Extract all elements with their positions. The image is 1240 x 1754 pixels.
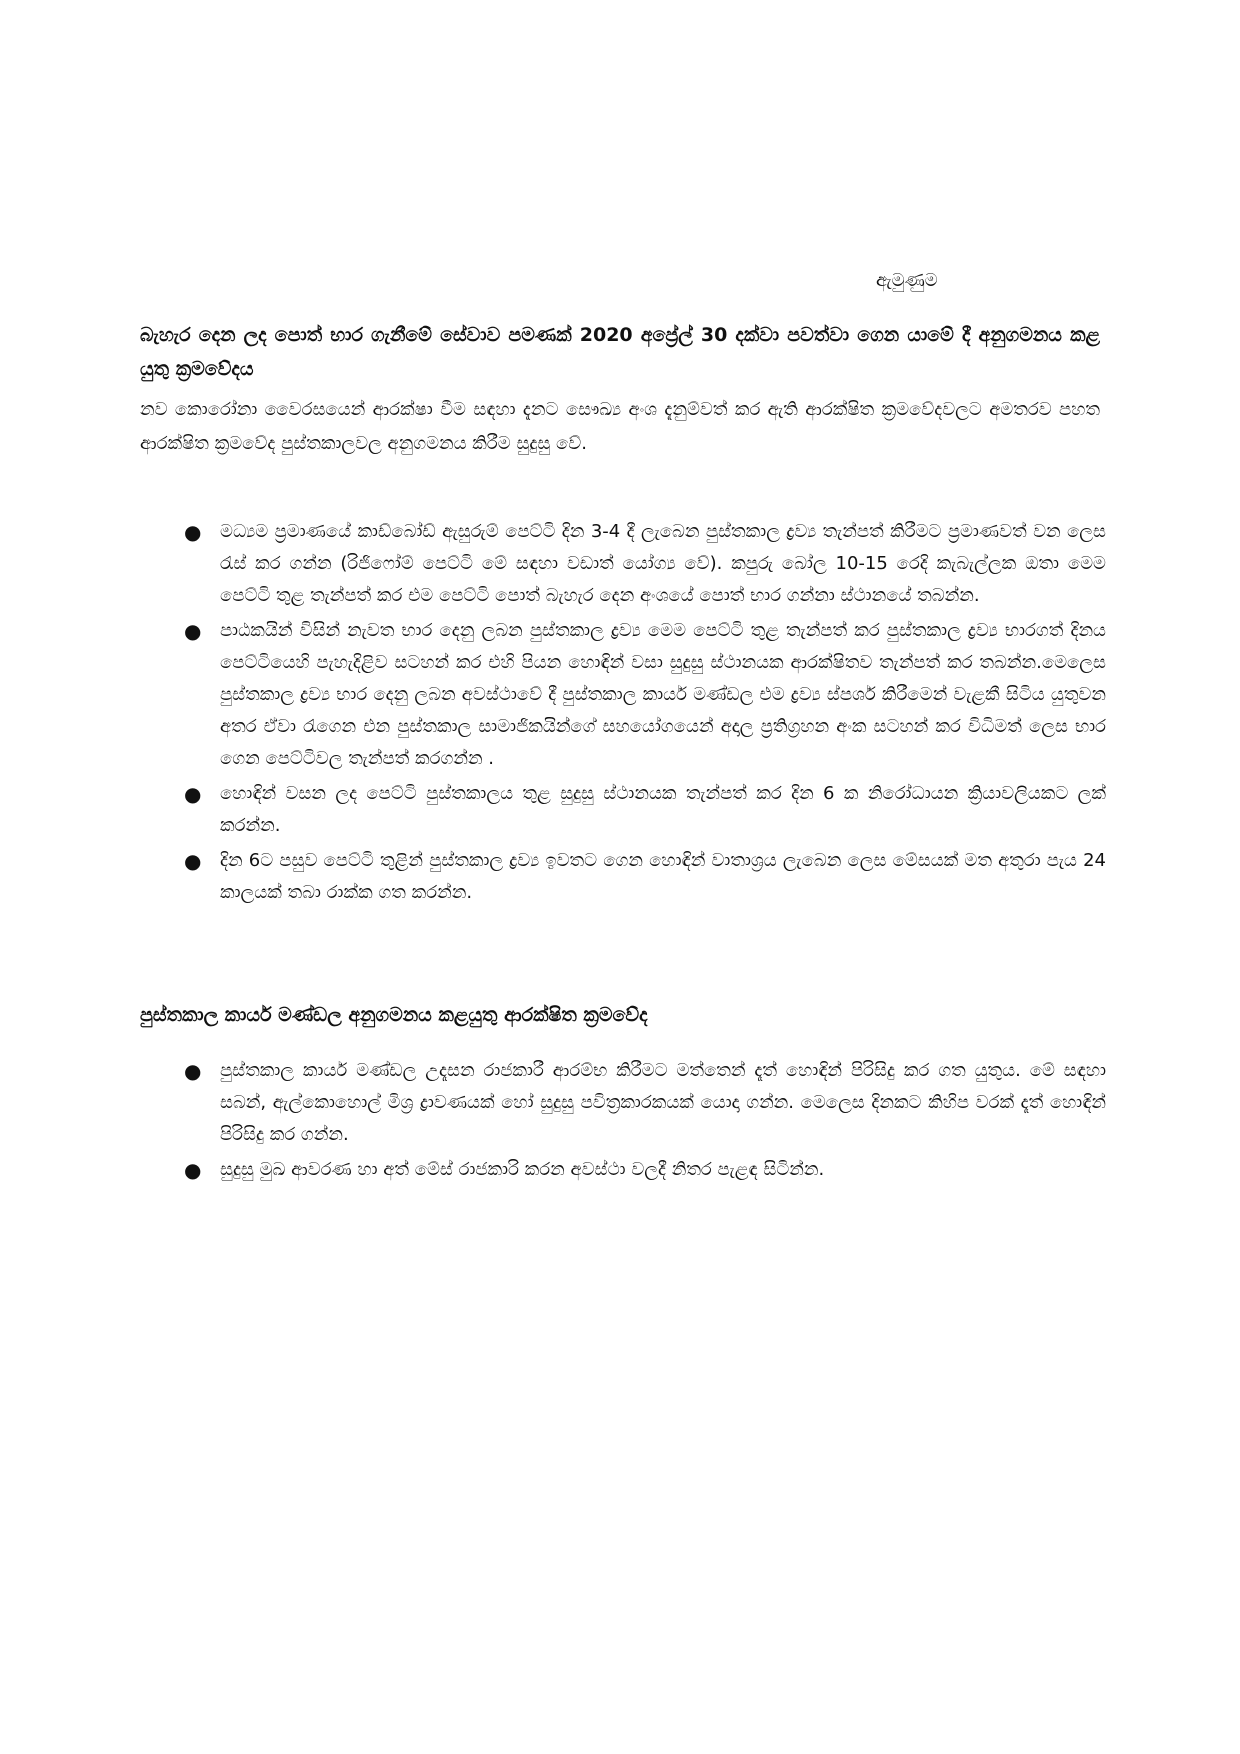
staff-procedure-list [180,1055,1106,1189]
list-item-text: සුදුසු මුඛ ආවරණ හා අත් මේස් රාජකාරි කරන අවස්ථා වලදී නිතර පැළඳ සිටින්න. [220,1159,825,1180]
list-item [184,615,1106,775]
annex-label: ඇමුණුම [876,270,938,291]
list-item [184,1154,1106,1186]
list-item-text: හොඳින් වසන ලද පෙට්ටි පුස්තකාලය තුළ සුදුසු ස්ථානයක තැන්පත් කර දින 6 ක නිරෝධායන ක්‍රියාවලියකට ලක් කරන්න. [220,783,1106,836]
list-item [184,1055,1106,1151]
bullet-icon: ● [184,1059,202,1083]
bullet-icon: ● [184,520,202,544]
list-item-text: පුස්තකාල කාර්ය මණ්ඩල උදෑසන රාජකාරී ආරම්භ කිරීමට මත්තෙන් දෑත් හොඳින් පිරිසිදු කර ගත යුතුය. මේ සඳහා සබන්, ඇල්කොහොල් මිශ්‍ර ද්‍රාවණයක් හෝ සුදුසු පවිත්‍රකාරකයක් යොදා ගන්න. මෙලෙස දිනකට කිහිප වරක් දෑත් හොඳින් පිරිසිදු කර ගන්න. [220,1060,1106,1145]
bullet-icon: ● [184,1158,202,1182]
staff-section-heading: පුස්තකාල කාර්ය මණ්ඩල අනුගමනය කළයුතු ආරක්ෂිත ක්‍රමවේද [140,1004,648,1026]
list-item [184,516,1106,612]
list-item [184,845,1106,909]
bullet-icon: ● [184,619,202,643]
list-item-text: පාඨකයින් විසින් නැවත භාර දෙනු ලබන පුස්තකාල ද්‍රව්‍ය මෙම පෙට්ටි තුළ තැන්පත් කර පුස්තකාල ද්‍රව්‍ය භාරගත් දිනය පෙට්ටියෙහි පැහැදිළිව සටහන් කර එහි පියන හොඳින් වසා සුදුසු ස්ථානයක ආරක්ෂිතව තැන්පත් කර තබන්න.මෙලෙස පුස්තකාල ද්‍රව්‍ය භාර දෙනු ලබන අවස්ථාවේ දී පුස්තකාල කාර්ය මණ්ඩල එම ද්‍රව්‍ය ස්පර්ශ කිරීමෙන් වැළකී සිටිය යුතුවන අතර ඒවා රැගෙන එන පුස්තකාල සාමාජිකයින්ගේ සහයෝගයෙන් අදාල ප්‍රතිග්‍රහන අංක සටහන් කර විධිමත් ලෙස භාර ගෙන පෙට්ටිවල තැන්පත් කරගන්න . [220,620,1106,769]
list-item-text: දින 6ට පසුව පෙට්ටි තුළින් පුස්තකාල ද්‍රව්‍ය ඉවතට ගෙන හොඳින් වාතාශ්‍රය ලැබෙන ලෙස මේසයක් මත අතුරා පැය 24 කාලයක් තබා රාක්ක ගත කරන්න. [220,850,1106,903]
bullet-icon: ● [184,782,202,806]
procedure-list [180,516,1106,912]
intro-paragraph: නව කොරෝනා වෛරසයෙන් ආරක්ෂා වීම සඳහා දැනට සෞඛ්‍ය අංශ දැනුම්වත් කර ඇති ආරක්ෂිත ක්‍රමවේදවලට අමතරව පහත ආරක්ෂිත ක්‍රමවේද පුස්තකාලවල අනුගමනය කිරීම සුදුසු වේ. [140,399,1100,454]
list-item [184,778,1106,842]
document-title: බැහැර දෙන ලද පොත් භාර ගැනීමේ සේවාව පමණක් 2020 අප්‍රේල් 30 දක්වා පවත්වා ගෙන යාමේ දී අනුගමනය කළ යුතු ක්‍රමවේදය [140,324,1100,380]
list-item-text: මධ්‍යම ප්‍රමාණයේ කාඩ්බෝඩ් ඇසුරුම් පෙට්ටි දින 3-4 දී ලැබෙන පුස්තකාල ද්‍රව්‍ය තැන්පත් කිරීමට ප්‍රමාණවත් වන ලෙස රැස් කර ගන්න (රිජිෆෝම් පෙට්ටි මේ සඳහා වඩාත් යෝග්‍ය වේ). කපුරු බෝල 10-15 රෙදි කැබැල්ලක ඔතා මෙම පෙට්ටි තුළ තැන්පත් කර එම පෙට්ටි පොත් බැහැර දෙන අංශයේ පොත් භාර ගන්නා ස්ථානයේ තබන්න. [220,521,1106,606]
bullet-icon: ● [184,849,202,873]
